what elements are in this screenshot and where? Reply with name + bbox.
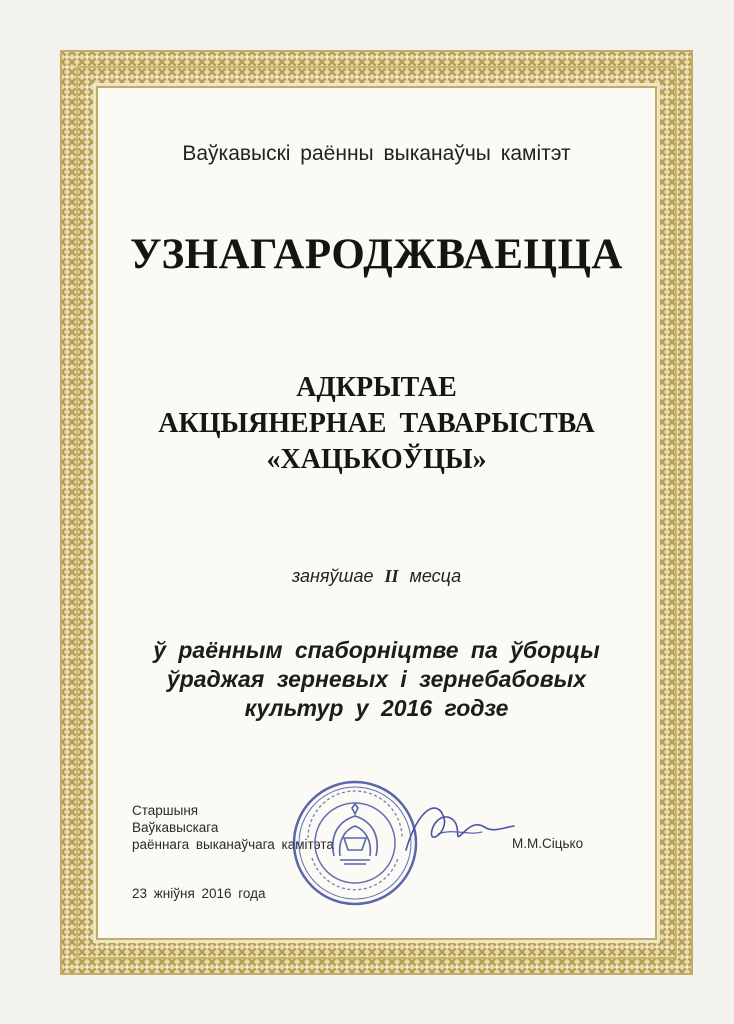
reason-line-3: культур у 2016 годзе xyxy=(244,695,509,721)
signer-name: М.М.Сіцько xyxy=(512,836,584,851)
certificate-body xyxy=(96,86,657,940)
place-prefix: заняўшае xyxy=(291,566,374,586)
place-text xyxy=(98,566,655,587)
place-suffix: месца xyxy=(409,566,462,586)
signatory-line-2: Ваўкавыскага xyxy=(132,820,219,835)
issuer-name: Ваўкавыскі раённы выканаўчы камітэт xyxy=(182,142,571,165)
award-title: УЗНАГАРОДЖВАЕЦЦА xyxy=(130,231,623,278)
handwritten-signature xyxy=(398,788,518,868)
organization-line-3: «ХАЦЬКОЎЦЫ» xyxy=(266,444,487,475)
organization-name xyxy=(98,370,655,478)
reason-line-1: ў раённым спаборніцтве па ўборцы xyxy=(153,637,600,663)
award-reason xyxy=(98,636,655,723)
organization-line-2: АКЦЫЯНЕРНАЕ ТАВАРЫСТВА xyxy=(158,408,595,439)
organization-line-1: АДКРЫТАЕ xyxy=(296,372,457,403)
emblem-icon xyxy=(333,804,377,864)
issue-date: 23 жніўня 2016 года xyxy=(132,886,266,901)
signatory-line-1: Старшыня xyxy=(132,803,199,818)
reason-line-2: ўраджая зерневых і зернебабовых xyxy=(166,666,587,692)
place-rank: II xyxy=(384,566,399,586)
signatory-line-3: раённага выканаўчага камітэта xyxy=(132,837,334,852)
